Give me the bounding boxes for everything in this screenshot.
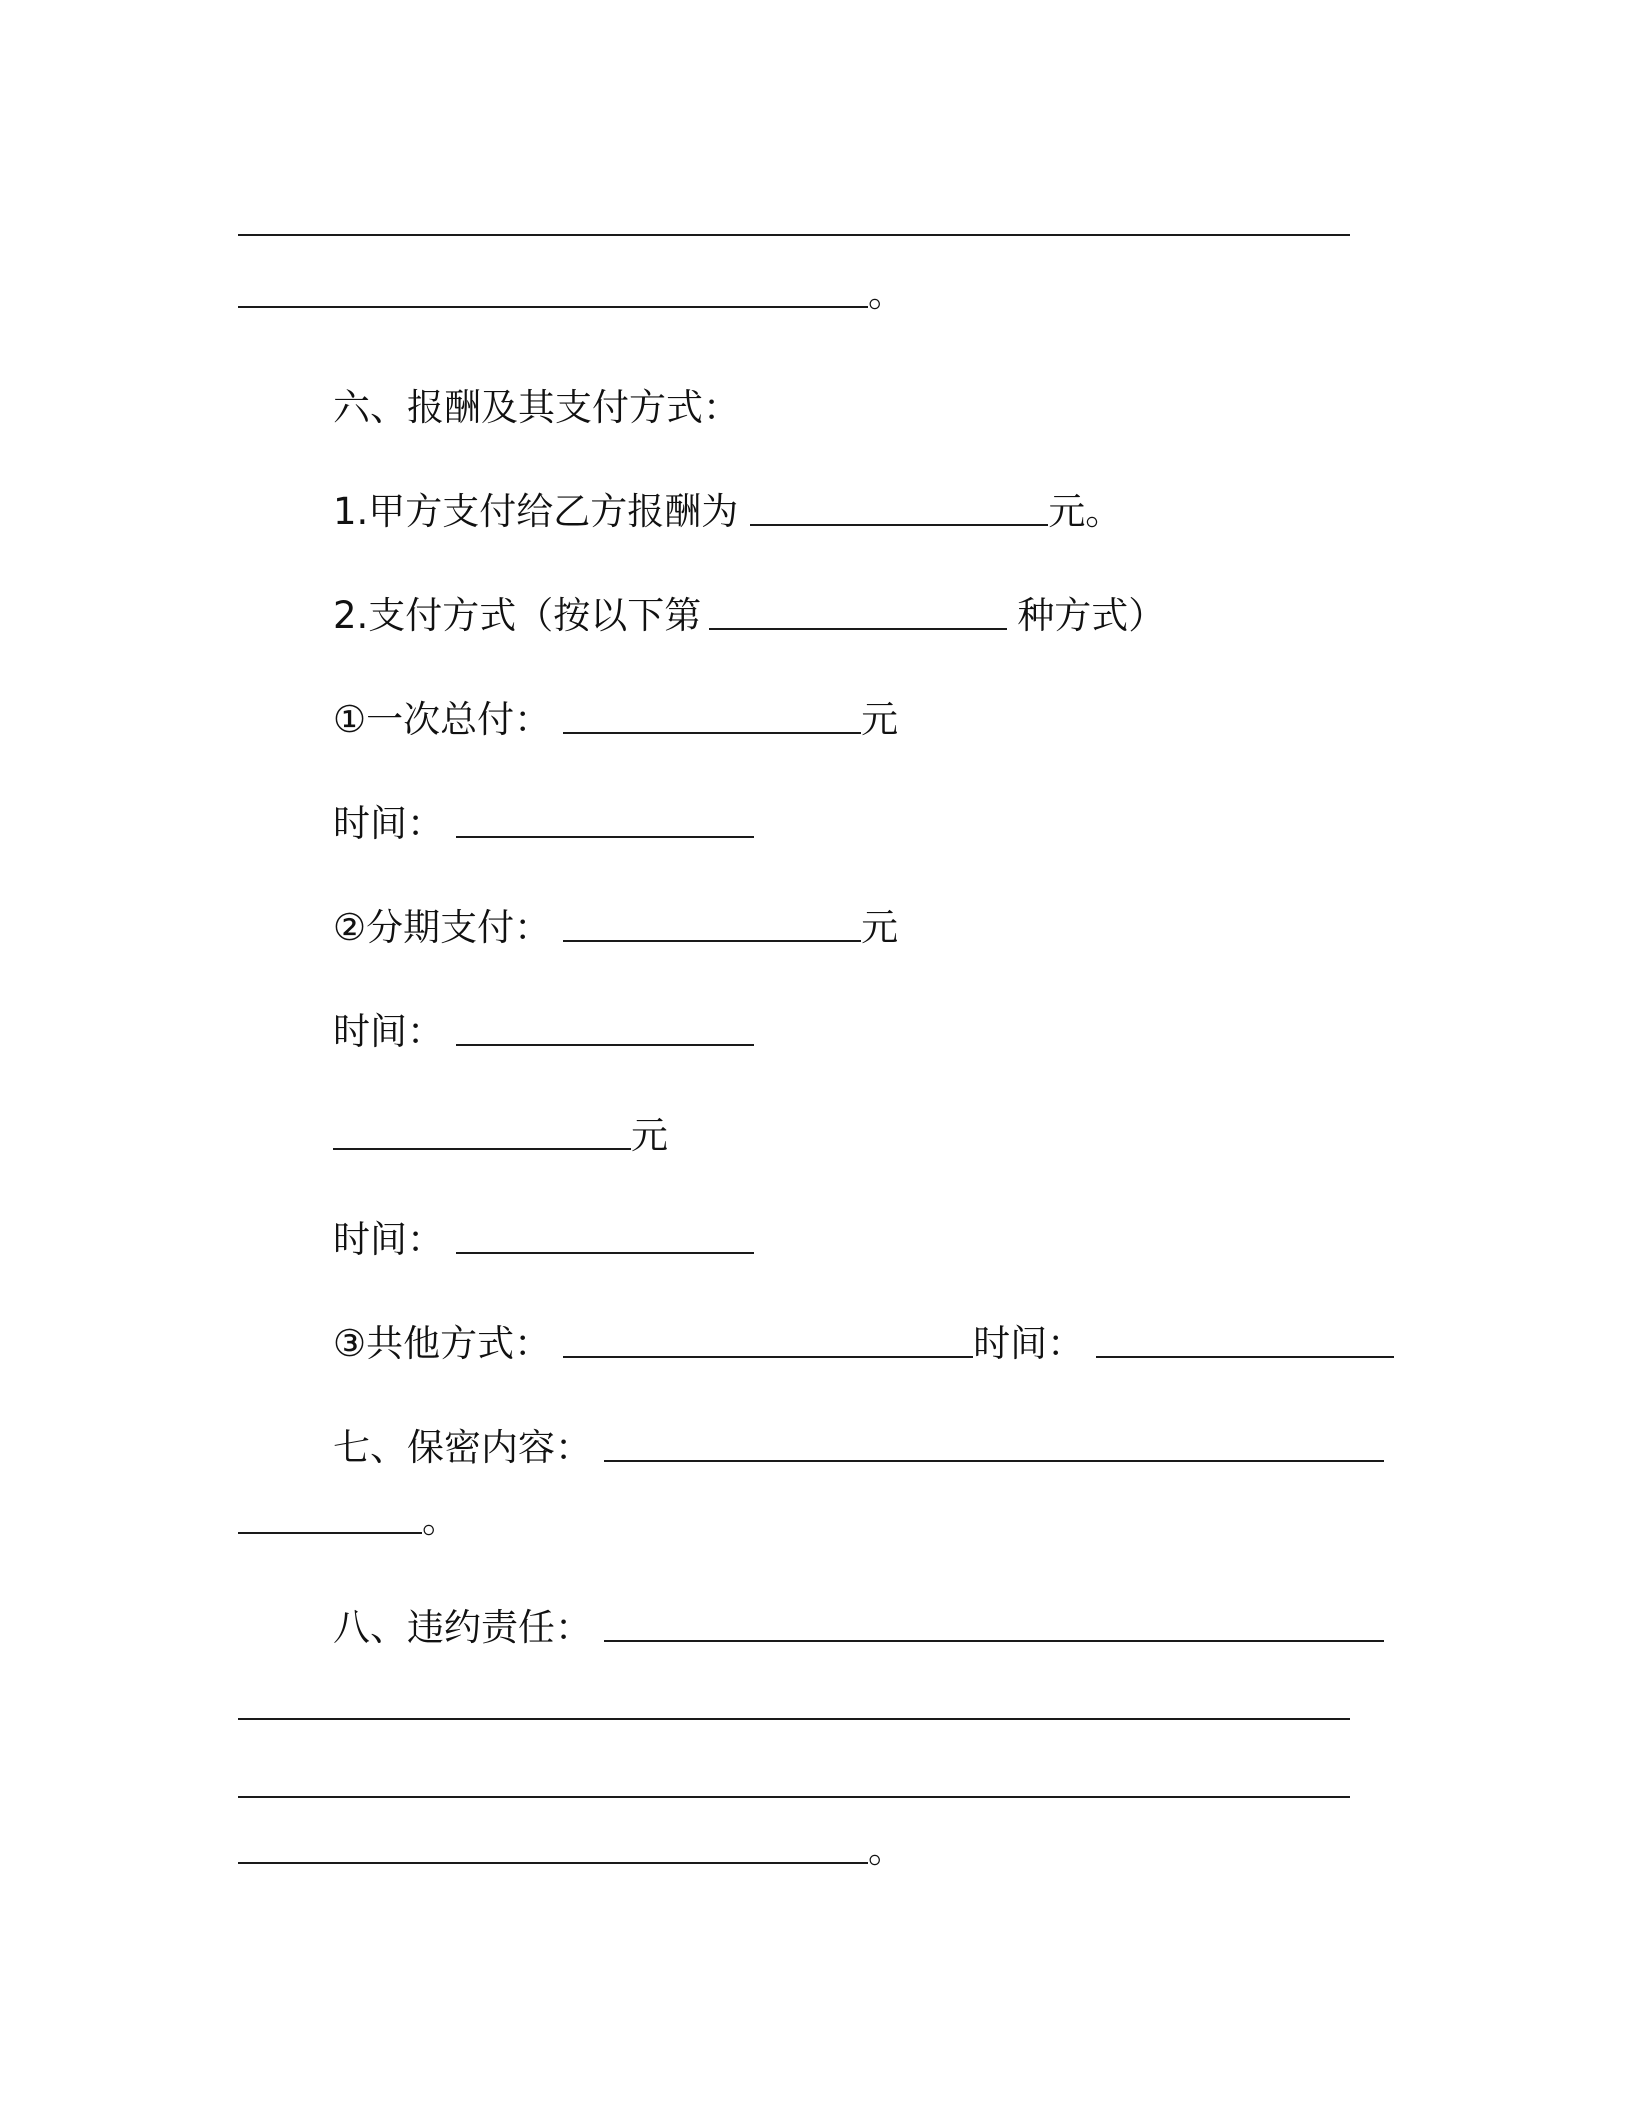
period: 。 [868, 272, 905, 315]
opt2-time-line [333, 994, 754, 1053]
installment-time-field[interactable] [456, 1043, 754, 1046]
blank-field[interactable] [238, 1861, 868, 1864]
other-method-field[interactable] [563, 1355, 973, 1358]
time-label: 时间： [333, 802, 444, 845]
installment2-time-line [333, 1202, 754, 1261]
opt2-unit: 元 [861, 906, 899, 949]
item1-unit: 元。 [1048, 490, 1123, 533]
blank-field[interactable] [238, 233, 1350, 236]
section8-line [333, 1590, 1384, 1649]
payment-amount-field[interactable] [750, 523, 1048, 526]
time-label: 时间： [333, 1218, 444, 1261]
opt3-label: ③共他方式： [333, 1322, 552, 1365]
opt1-time-line [333, 786, 754, 845]
lump-sum-time-field[interactable] [456, 835, 754, 838]
item2-line [333, 578, 1166, 637]
breach-liability-field[interactable] [604, 1639, 1384, 1642]
section7-continuation [238, 1482, 459, 1541]
other-method-time-field[interactable] [1096, 1355, 1394, 1358]
section8-continuation-2 [238, 1746, 1350, 1802]
opt2-line [333, 890, 899, 949]
opt3-time-label: 时间： [973, 1322, 1085, 1365]
top-line-1 [238, 184, 1350, 240]
period: 。 [868, 1828, 905, 1871]
opt3-line [333, 1306, 1394, 1365]
confidential-content-field[interactable] [604, 1459, 1384, 1462]
item2-text: 2.支付方式（按以下第 [333, 594, 702, 637]
installment2-amount-field[interactable] [333, 1147, 631, 1150]
opt1-label: ①一次总付： [333, 698, 552, 741]
installment2-time-field[interactable] [456, 1251, 754, 1254]
section6-title [333, 370, 740, 429]
section7-heading: 七、保密内容： [333, 1426, 592, 1469]
period: 。 [422, 1498, 459, 1541]
section8-continuation-3 [238, 1812, 905, 1871]
item2-suffix: 种方式） [1017, 594, 1166, 637]
opt1-unit: 元 [861, 698, 899, 741]
blank-field[interactable] [238, 1795, 1350, 1798]
section7-line [333, 1410, 1384, 1469]
payment-method-number-field[interactable] [709, 627, 1007, 630]
lump-sum-amount-field[interactable] [563, 731, 861, 734]
opt1-line [333, 682, 899, 741]
blank-field[interactable] [238, 305, 868, 308]
installment2-unit: 元 [631, 1114, 668, 1157]
item1-text: 1.甲方支付给乙方报酬为 [333, 490, 739, 533]
section8-continuation-1 [238, 1668, 1350, 1724]
top-line-2 [238, 256, 905, 315]
opt2-label: ②分期支付： [333, 906, 552, 949]
blank-field[interactable] [238, 1531, 422, 1534]
installment-amount-field[interactable] [563, 939, 861, 942]
section8-heading: 八、违约责任： [333, 1606, 592, 1649]
time-label: 时间： [333, 1010, 444, 1053]
installment2-line [333, 1098, 668, 1157]
item1-line [333, 474, 1123, 533]
blank-field[interactable] [238, 1717, 1350, 1720]
section6-heading: 六、报酬及其支付方式： [333, 386, 740, 429]
